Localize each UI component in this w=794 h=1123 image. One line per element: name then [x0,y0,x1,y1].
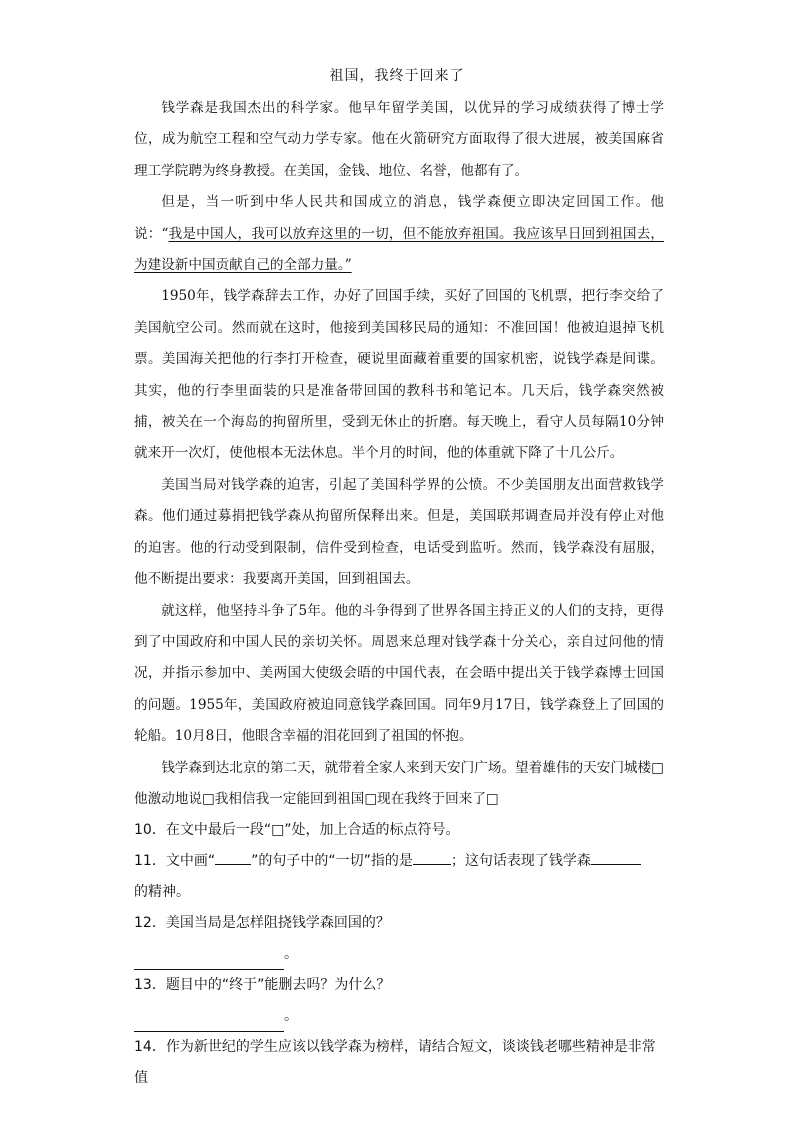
reading-passage [134,93,664,815]
answer-line-13-end: 。 [284,1008,298,1024]
question-12: 12．美国当局是怎样阻挠钱学森回国的？ [134,915,390,931]
paragraph-2-lead: 但是，当一听到中华人民共和国成立的消息，钱学森便立即决定回国工作。他说：“ [134,194,664,242]
question-11-part-a: 11．文中画“ [134,853,216,869]
paragraph-6: 钱学森到达北京的第二天，就带着全家人来到天安门广场。望着雄伟的天安门城楼□他激动地说□我相信我一定能回到祖国□现在我终于回来了□ [134,759,664,807]
question-14: 14．作为新世纪的学生应该以钱学森为榜样，请结合短文，谈谈钱老哪些精神是非常值 [134,1039,656,1086]
underlined-sentence: 我是中国人，我可以放弃这里的一切，但不能放弃祖国。我应该早日回到祖国去，为建设新中国贡献自己的全部力量。” [134,225,664,274]
answer-blank-yiqie[interactable] [413,850,451,865]
answer-line-13-row [134,1001,664,1032]
answer-line-12-end: 。 [284,946,298,962]
paragraph-5: 就这样，他坚持斗争了5年。他的斗争得到了世界各国主持正义的人们的支持，更得到了中国政府和中国人民的亲切关怀。周恩来总理对钱学森十分关心，亲自过问他的情况，并指示参加中、美两国大使级会晤的中国代表，在会晤中提出关于钱学森博士回国的问题。1955年，美国政府被迫同意钱学森回国。同年9月17日，钱学森登上了回国的轮船。10月8日，他眼含幸福的泪花回到了祖国的怀抱。 [134,602,664,745]
passage-title: 祖国，我终于回来了 [329,68,465,84]
underline-mark-blank [215,850,251,865]
questions-section [134,815,664,1094]
paragraph-3: 1950年，钱学森辞去工作，办好了回国手续，买好了回国的飞机票，把行李交给了美国航空公司。然而就在这时，他接到美国移民局的通知：不准回国！他被迫退掉飞机票。美国海关把他的行李打开检查，硬说里面藏着重要的国家机密，说钱学森是间谍。其实，他的行李里面装的只是准备带回国的教科书和笔记本。几天后，钱学森突然被捕，被关在一个海岛的拘留所里，受到无休止的折磨。每天晚上，看守人员每隔10分钟就来开一次灯，使他根本无法休息。半个月的时间，他的体重就下降了十几公斤。 [134,288,664,462]
question-13: 13．题目中的“终于”能删去吗？为什么？ [134,977,391,993]
paragraph-1: 钱学森是我国杰出的科学家。他早年留学美国，以优异的学习成绩获得了博士学位，成为航空工程和空气动力学专家。他在火箭研究方面取得了很大进展，被美国麻省理工学院聘为终身教授。在美国，金钱、地位、名誉，他都有了。 [134,100,664,179]
answer-line-12-row [134,939,664,970]
question-11-part-d: 的精神。 [134,884,190,900]
paragraph-4: 美国当局对钱学森的迫害，引起了美国科学界的公愤。不少美国朋友出面营救钱学森。他们通过募捐把钱学森从拘留所保释出来。但是，美国联邦调查局并没有停止对他的迫害。他的行动受到限制，信件受到检查，电话受到监听。然而，钱学森没有屈服，他不断提出要求：我要离开美国，回到祖国去。 [134,476,664,588]
question-10: 10．在文中最后一段“□”处，加上合适的标点符号。 [134,822,460,838]
answer-line-12[interactable] [134,951,284,970]
answer-line-13[interactable] [134,1013,284,1032]
answer-blank-spirit[interactable] [591,850,641,865]
question-11 [134,846,664,908]
question-11-part-c: ；这句话表现了钱学森 [450,853,591,869]
paragraph-2 [134,187,664,281]
question-11-part-b: ”的句子中的“一切”指的是 [251,853,413,869]
